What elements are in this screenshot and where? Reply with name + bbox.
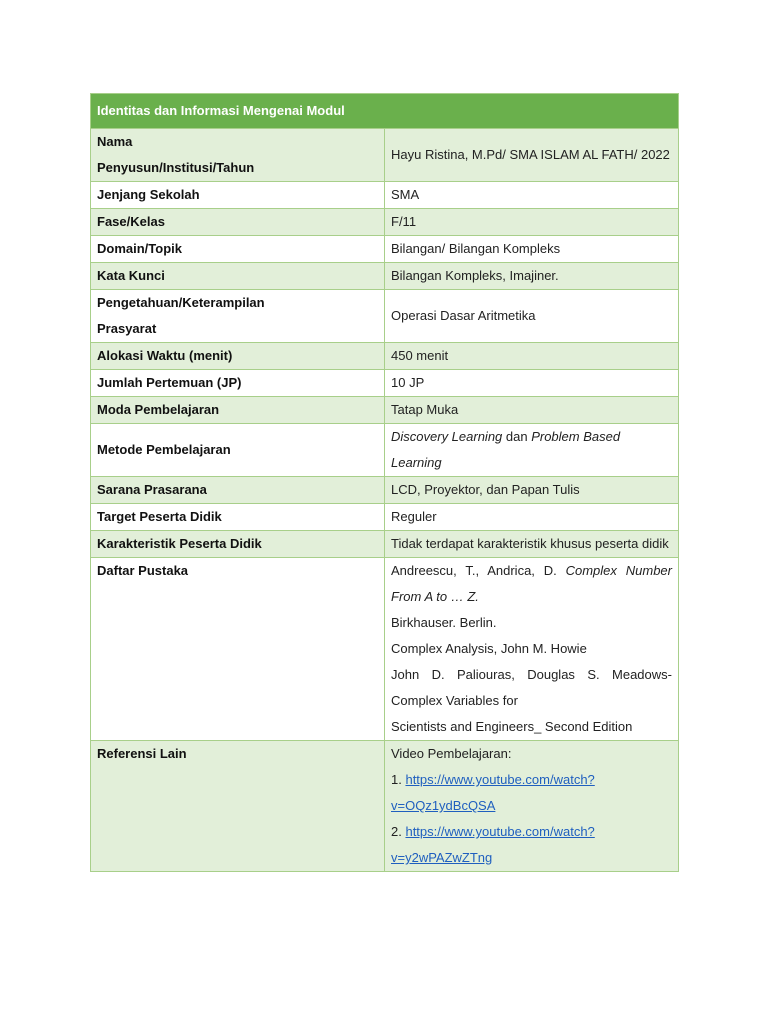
table-row — [91, 531, 679, 558]
table-row — [91, 343, 679, 370]
row-value: 10 JP — [385, 370, 679, 397]
row-label: Sarana Prasarana — [91, 477, 385, 504]
table-row — [91, 370, 679, 397]
row-value: Tatap Muka — [385, 397, 679, 424]
table-row — [91, 263, 679, 290]
row-label-line: Nama — [97, 134, 133, 149]
bibliography-publisher: Birkhauser. Berlin. — [391, 615, 497, 630]
table-row — [91, 236, 679, 263]
row-label: Domain/Topik — [91, 236, 385, 263]
row-label: Daftar Pustaka — [91, 558, 385, 741]
row-label — [91, 129, 385, 182]
table-header-row — [91, 94, 679, 129]
bibliography-list — [385, 558, 679, 741]
row-label: Referensi Lain — [91, 741, 385, 872]
bibliography-authors: Andreescu, T., Andrica, D. — [391, 563, 566, 578]
row-label: Alokasi Waktu (menit) — [91, 343, 385, 370]
method-conjunction: dan — [502, 429, 532, 444]
row-value: 450 menit — [385, 343, 679, 370]
row-label: Jumlah Pertemuan (JP) — [91, 370, 385, 397]
method-discovery-learning: Discovery Learning — [391, 429, 503, 444]
video-link-number: 1. — [391, 772, 406, 787]
row-label: Jenjang Sekolah — [91, 182, 385, 209]
row-value: Bilangan/ Bilangan Kompleks — [385, 236, 679, 263]
table-row — [91, 477, 679, 504]
row-label: Fase/Kelas — [91, 209, 385, 236]
bibliography-entry-continued: Scientists and Engineers_ Second Edition — [391, 719, 633, 734]
table-row-referensi-lain — [91, 741, 679, 872]
video-link-item — [391, 819, 672, 871]
video-intro: Video Pembelajaran: — [391, 746, 512, 761]
table-row — [91, 129, 679, 182]
table-row-daftar-pustaka — [91, 558, 679, 741]
table-row — [91, 209, 679, 236]
row-label-line: Penyusun/Institusi/Tahun — [97, 160, 255, 175]
row-label: Kata Kunci — [91, 263, 385, 290]
table-row — [91, 424, 679, 477]
row-label: Target Peserta Didik — [91, 504, 385, 531]
bibliography-entry: John D. Paliouras, Douglas S. Meadows-Complex Variables for — [391, 667, 672, 708]
youtube-link-1[interactable]: https://www.youtube.com/watch?v=OQz1ydBcQSA — [391, 772, 595, 813]
row-value: SMA — [385, 182, 679, 209]
other-references — [385, 741, 679, 872]
row-value: Tidak terdapat karakteristik khusus peserta didik — [385, 531, 679, 558]
row-value: LCD, Proyektor, dan Papan Tulis — [385, 477, 679, 504]
method-problem-based-learning: Problem Based Learning — [391, 429, 621, 470]
table-row — [91, 290, 679, 343]
row-value — [385, 424, 679, 477]
video-link-item — [391, 767, 672, 819]
row-label: Metode Pembelajaran — [91, 424, 385, 477]
module-identity-table — [90, 93, 679, 872]
row-label-line: Pengetahuan/Keterampilan — [97, 295, 265, 310]
row-value: Bilangan Kompleks, Imajiner. — [385, 263, 679, 290]
table-row — [91, 397, 679, 424]
youtube-link-2[interactable]: https://www.youtube.com/watch?v=y2wPAZwZTng — [391, 824, 595, 865]
table-row — [91, 182, 679, 209]
row-label: Moda Pembelajaran — [91, 397, 385, 424]
bibliography-entry — [391, 558, 672, 610]
row-value: F/11 — [385, 209, 679, 236]
row-value: Reguler — [385, 504, 679, 531]
row-label — [91, 290, 385, 343]
table-row — [91, 504, 679, 531]
row-label-line: Prasyarat — [97, 321, 157, 336]
table-title: Identitas dan Informasi Mengenai Modul — [91, 94, 679, 129]
row-value: Operasi Dasar Aritmetika — [385, 290, 679, 343]
row-label: Karakteristik Peserta Didik — [91, 531, 385, 558]
video-link-number: 2. — [391, 824, 406, 839]
bibliography-title: Complex Number From A to … Z. — [391, 563, 672, 604]
bibliography-entry: Complex Analysis, John M. Howie — [391, 641, 587, 656]
row-value: Hayu Ristina, M.Pd/ SMA ISLAM AL FATH/ 2022 — [385, 129, 679, 182]
